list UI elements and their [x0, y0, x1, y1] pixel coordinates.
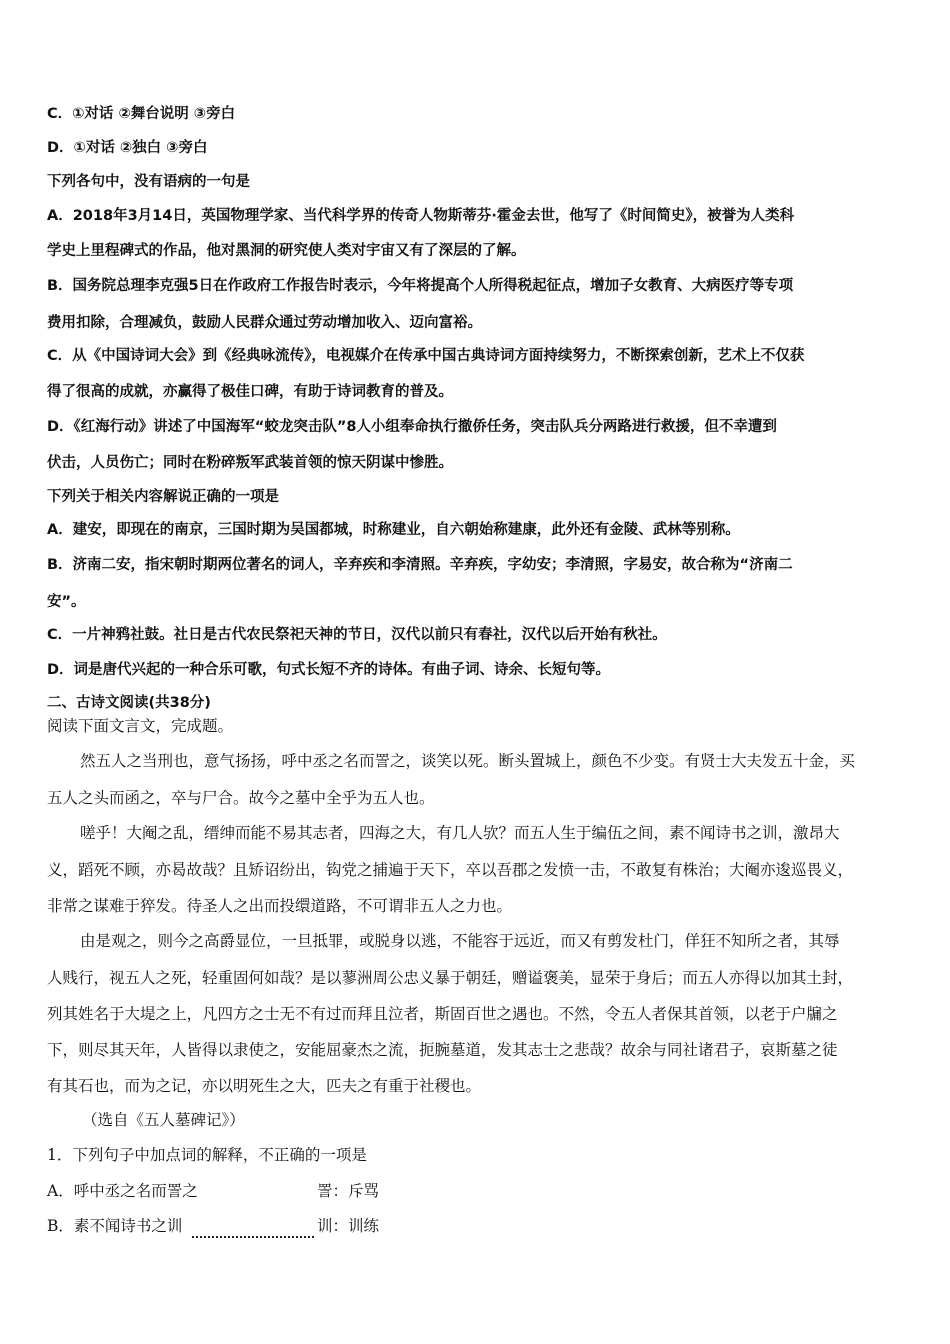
option-b-line2: 费用扣除，合理减负，鼓励人民群众通过劳动增加收入、迈向富裕。 [47, 315, 482, 331]
passage-p3-line3: 列其姓名于大堤之上，凡四方之士无不有过而拜且泣者，斯固百世之遇也。不然，令五人者保其首领，以老于户牖之 [47, 1005, 838, 1023]
section-heading: 二、古诗文阅读(共38分) [47, 695, 211, 711]
option-a-line2: 学史上里程碑式的作品，他对黑洞的研究使人类对宇宙又有了深层的了解。 [47, 243, 526, 259]
option-d-line2: 伏击，人员伤亡；同时在粉碎叛军武装首领的惊天阴谋中惨胜。 [47, 455, 453, 471]
option-b-gloss: 训：训练 [317, 1217, 380, 1235]
question-stem: 下列关于相关内容解说正确的一项是 [47, 489, 279, 505]
passage-p1-line1: 然五人之当刑也，意气扬扬，呼中丞之名而詈之，谈笑以死。断头置城上，颜色不少变。有贤士大夫发五十金，买 [80, 752, 856, 770]
passage-p2-line3: 非常之谋难于猝发。待圣人之出而投缳道路，不可谓非五人之力也。 [47, 897, 513, 915]
option-a-line1: A．2018年3月14日，英国物理学家、当代科学界的传奇人物斯蒂芬·霍金去世，他写了《时间简史》，被誉为人类科 [47, 208, 795, 224]
option-c-line2: 得了很高的成就，亦赢得了极佳口碑，有助于诗词教育的普及。 [47, 384, 453, 400]
passage-p3-line5: 有其石也，而为之记，亦以明死生之大，匹夫之有重于社稷也。 [47, 1077, 482, 1095]
option-d-line1: D．《红海行动》讲述了中国海军“蛟龙突击队”8人小组奉命执行撤侨任务，突击队兵分两路进行救援，但不幸遭到 [47, 419, 777, 435]
passage-source: （选自《五人墓碑记》） [82, 1111, 245, 1129]
emphasis-dots [192, 1236, 314, 1238]
option-b-line1: B．济南二安，指宋朝时期两位著名的词人，辛弃疾和李清照。辛弃疾，字幼安；李清照，字易安，故合称为“济南二 [47, 557, 793, 573]
option-c: C．①对话 ②舞台说明 ③旁白 [47, 106, 236, 122]
option-b-sentence: B．素不闻诗书之训 [47, 1217, 183, 1235]
option-b-line2: 安”。 [47, 594, 86, 610]
passage-p2-line2: 义，蹈死不顾，亦曷故哉？且矫诏纷出，钩党之捕遍于天下，卒以吾郡之发愤一击，不敢复有株治；大阉亦逡巡畏义， [47, 861, 854, 879]
passage-p3-line2: 人贱行，视五人之死，轻重固何如哉？是以蓼洲周公忠义暴于朝廷，赠谥褒美，显荣于身后；而五人亦得以加其土封， [47, 969, 854, 987]
option-a-sentence: A．呼中丞之名而詈之 [47, 1182, 198, 1200]
option-d: D．词是唐代兴起的一种合乐可歌，句式长短不齐的诗体。有曲子词、诗余、长短句等。 [47, 662, 611, 678]
passage-p1-line2: 五人之头而函之，卒与尸合。故今之墓中全乎为五人也。 [47, 789, 435, 807]
passage-p2-line1: 嗟乎！大阉之乱，缙绅而能不易其志者，四海之大，有几人欤？而五人生于编伍之间，素不闻诗书之训，激昂大 [80, 824, 840, 842]
option-d: D．①对话 ②独白 ③旁白 [47, 140, 208, 156]
option-c: C．一片神鸦社鼓。社日是古代农民祭祀天神的节日，汉代以前只有春社，汉代以后开始有秋社。 [47, 627, 667, 643]
question-stem: 1．下列句子中加点词的解释，不正确的一项是 [47, 1146, 367, 1164]
option-b-line1: B．国务院总理李克强5日在作政府工作报告时表示，今年将提高个人所得税起征点，增加子女教育、大病医疗等专项 [47, 278, 794, 294]
question-stem: 下列各句中，没有语病的一句是 [47, 174, 250, 190]
passage-p3-line1: 由是观之，则今之高爵显位，一旦抵罪，或脱身以逃，不能容于远近，而又有剪发杜门，佯狂不知所之者，其辱 [80, 932, 840, 950]
option-a: A．建安，即现在的南京，三国时期为吴国都城，时称建业，自六朝始称建康，此外还有金陵、武林等别称。 [47, 522, 740, 538]
option-a-gloss: 詈：斥骂 [317, 1182, 380, 1200]
option-c-line1: C．从《中国诗词大会》到《经典咏流传》，电视媒介在传承中国古典诗词方面持续努力，不断探索创新，艺术上不仅获 [47, 348, 805, 364]
section-instruction: 阅读下面文言文，完成题。 [47, 717, 234, 735]
passage-p3-line4: 下，则尽其天年，人皆得以隶使之，安能屈豪杰之流，扼腕墓道，发其志士之悲哉？故余与同社诸君子，哀斯墓之徒 [47, 1041, 838, 1059]
